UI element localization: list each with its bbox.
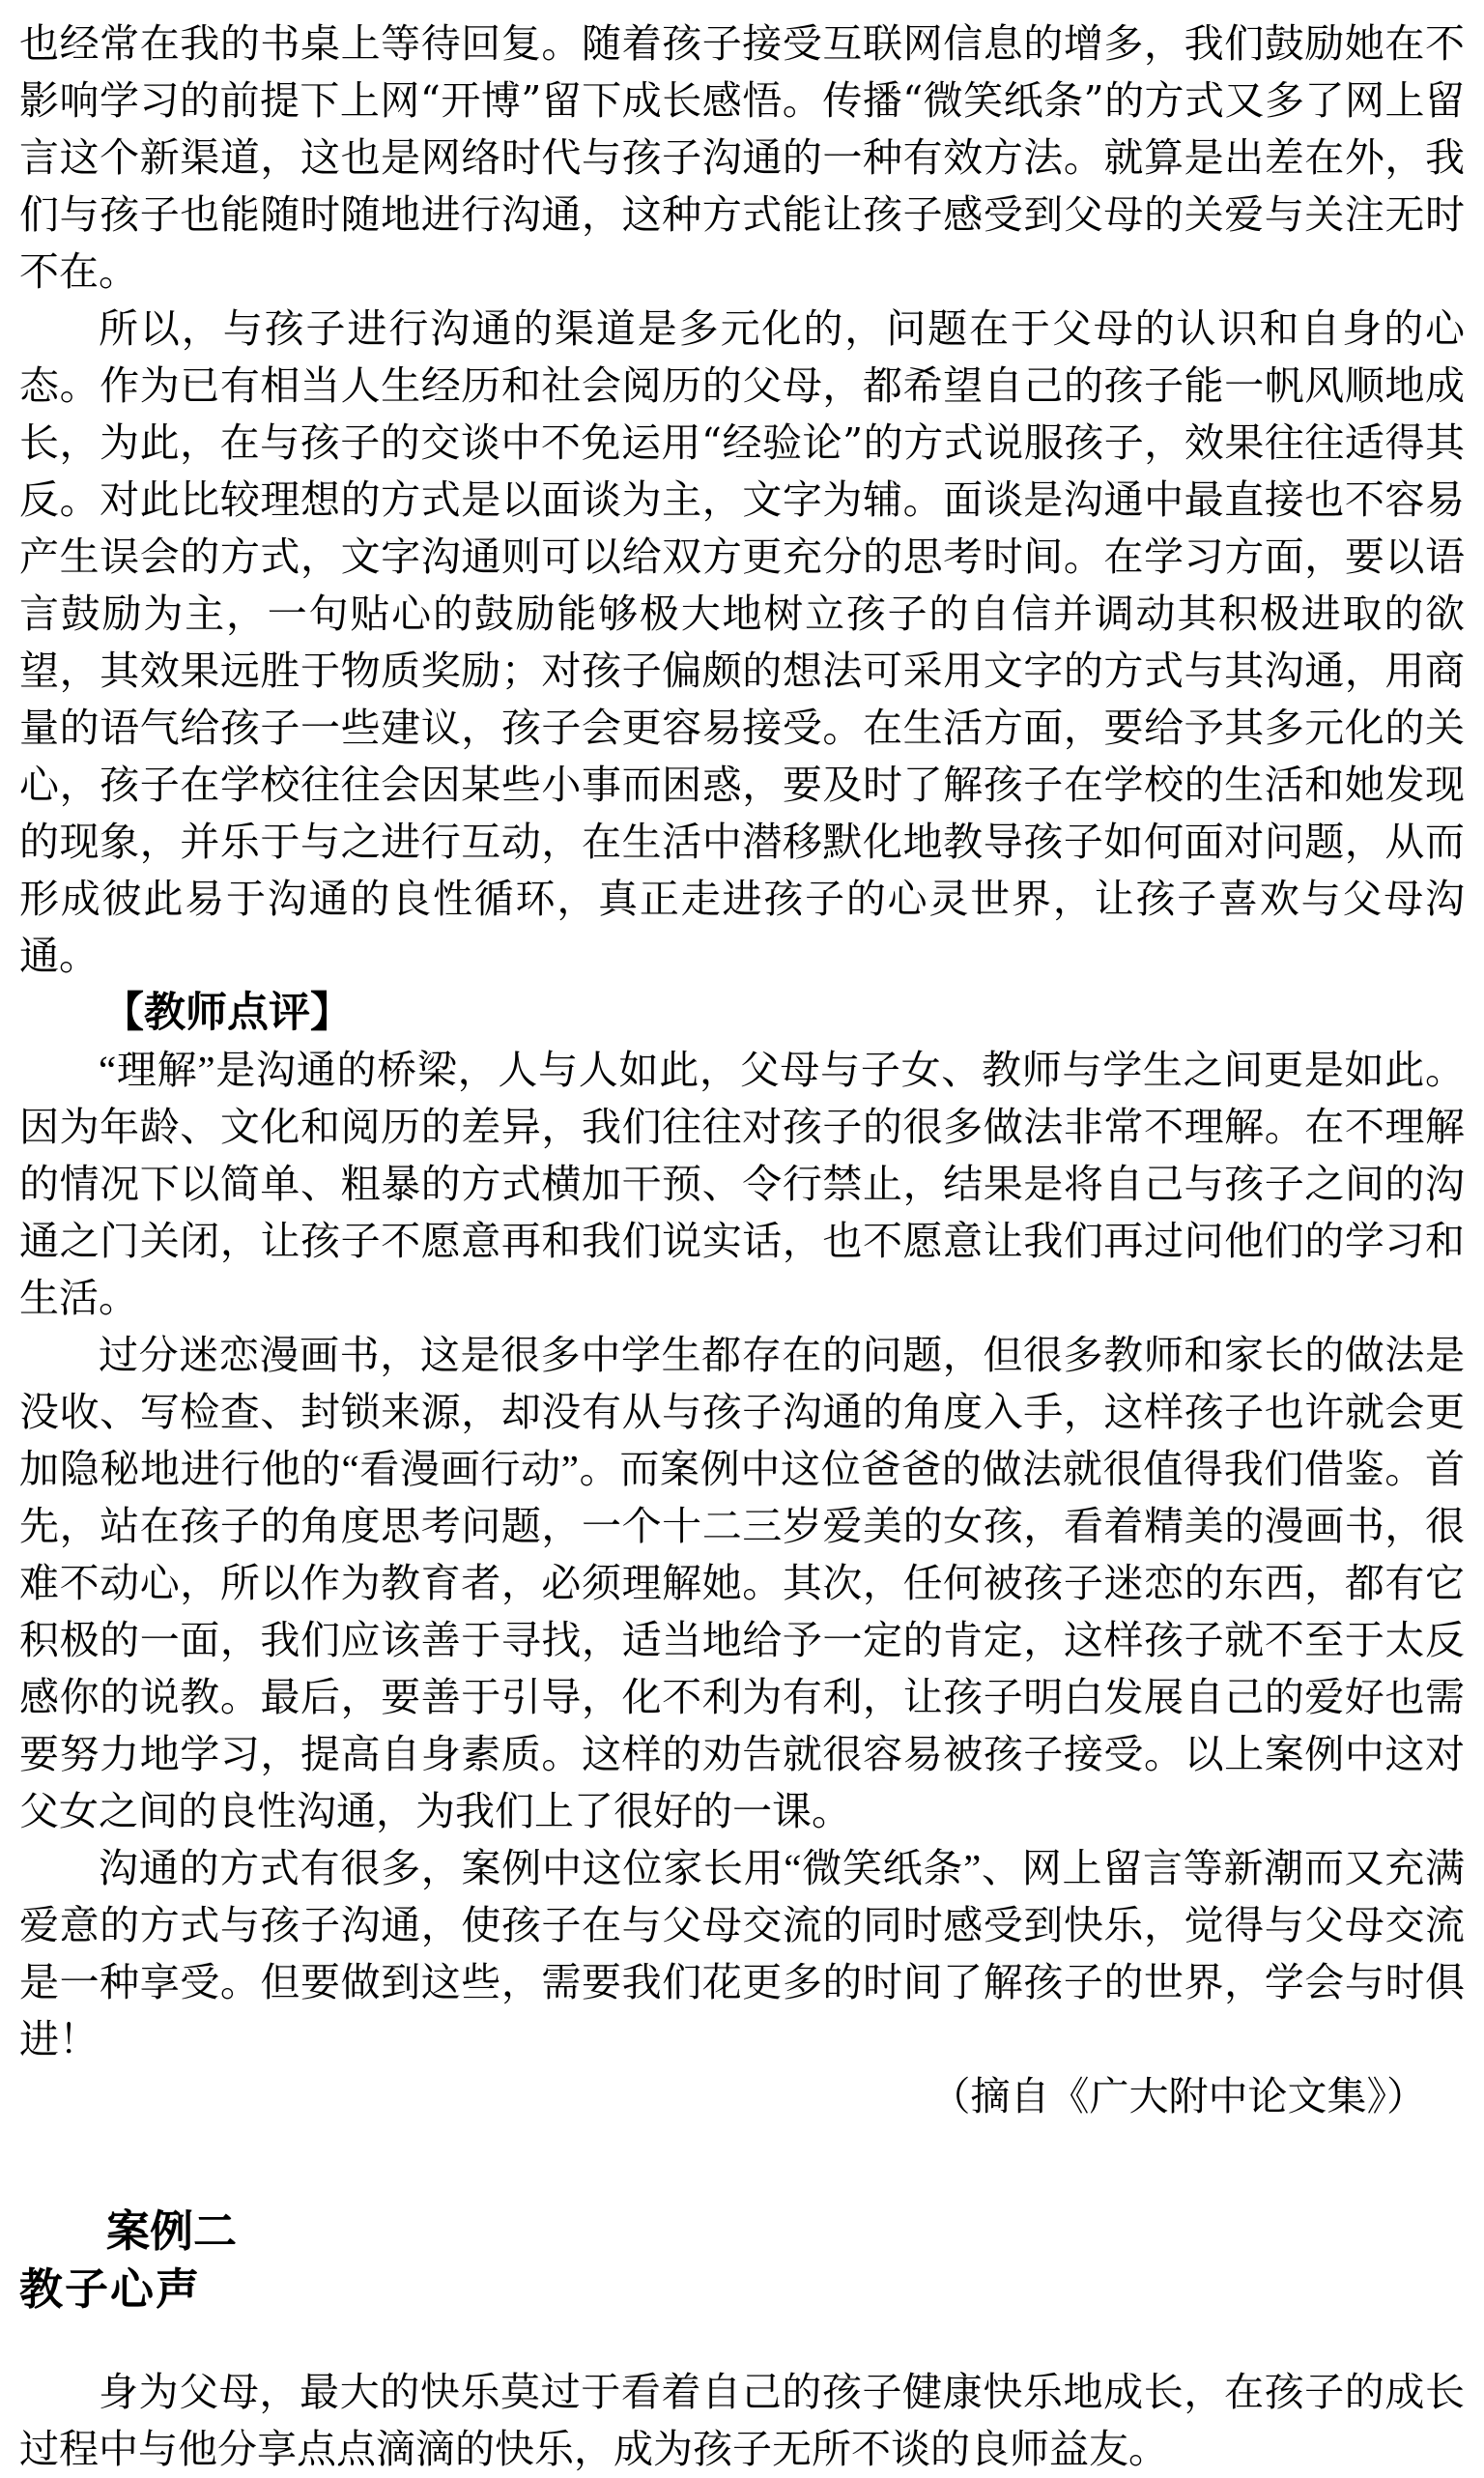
case1-paragraph: 所以，与孩子进行沟通的渠道是多元化的，问题在于父母的认识和自身的心态。作为已有相当人生经历和社会阅历的父母，都希望自己的孩子能一帆风顺地成长，为此，在与孩子的交谈中不免运用“经验论”的方式说服孩子，效果往往适得其反。对此比较理想的方式是以面谈为主，文字为辅。面谈是沟通中最直接也不容易产生误会的方式，文字沟通则可以给双方更充分的思考时间。在学习方面，要以语言鼓励为主，一句贴心的鼓励能够极大地树立孩子的自信并调动其积极进取的欲望，其效果远胜于物质奖励；对孩子偏颇的想法可采用文字的方式与其沟通，用商量的语气给孩子一些建议，孩子会更容易接受。在生活方面，要给予其多元化的关心，孩子在学校往往会因某些小事而困惑，要及时了解孩子在学校的生活和她发现的现象，并乐于与之进行互动，在生活中潜移默化地教导孩子如何面对问题，从而形成彼此易于沟通的良性循环，真正走进孩子的心灵世界，让孩子喜欢与父母沟通。	[19, 305, 1465, 979]
teacher-comment-paragraph: “理解”是沟通的桥梁，人与人如此，父母与子女、教师与学生之间更是如此。因为年龄、文化和阅历的差异，我们往往对孩子的很多做法非常不理解。在不理解的情况下以简单、粗暴的方式横加干预、令行禁止，结果是将自己与孩子之间的沟通之门关闭，让孩子不愿意再和我们说实话，也不愿意让我们再过问他们的学习和生活。	[19, 1048, 1465, 1320]
case2-section-label: 案例二	[106, 2205, 238, 2257]
teacher-comment-heading: 【教师点评】	[102, 989, 352, 1037]
case2-paragraph: 身为父母，最大的快乐莫过于看着自己的孩子健康快乐地成长，在孩子的成长过程中与他分享点点滴滴的快乐，成为孩子无所不谈的良师益友。	[19, 2369, 1465, 2472]
teacher-comment-paragraph: 过分迷恋漫画书，这是很多中学生都存在的问题，但很多教师和家长的做法是没收、写检查、封锁来源，却没有从与孩子沟通的角度入手，这样孩子也许就会更加隐秘地进行他的“看漫画行动”。而案例中这位爸爸的做法就很值得我们借鉴。首先，站在孩子的角度思考问题，一个十二三岁爱美的女孩，看着精美的漫画书，很难不动心，所以作为教育者，必须理解她。其次，任何被孩子迷恋的东西，都有它积极的一面，我们应该善于寻找，适当地给予一定的肯定，这样孩子就不至于太反感你的说教。最后，要善于引导，化不利为有利，让孩子明白发展自己的爱好也需要努力地学习，提高自身素质。这样的劝告就很容易被孩子接受。以上案例中这对父女之间的良性沟通，为我们上了很好的一课。	[19, 1333, 1465, 1833]
case2-title: 教子心声	[19, 2263, 202, 2315]
case1-paragraph-continuation: 也经常在我的书桌上等待回复。随着孩子接受互联网信息的增多，我们鼓励她在不影响学习的前提下上网“开博”留下成长感悟。传播“微笑纸条”的方式又多了网上留言这个新渠道，这也是网络时代与孩子沟通的一种有效方法。就算是出差在外，我们与孩子也能随时随地进行沟通，这种方式能让孩子感受到父母的关爱与关注无时不在。	[19, 20, 1465, 295]
source-attribution: （摘自《广大附中论文集》）	[930, 2073, 1426, 2119]
teacher-comment-paragraph: 沟通的方式有很多，案例中这位家长用“微笑纸条”、网上留言等新潮而又充满爱意的方式与孩子沟通，使孩子在与父母交流的同时感受到快乐，觉得与父母交流是一种享受。但要做到这些，需要我们花更多的时间了解孩子的世界，学会与时俱进！	[19, 1846, 1465, 2061]
